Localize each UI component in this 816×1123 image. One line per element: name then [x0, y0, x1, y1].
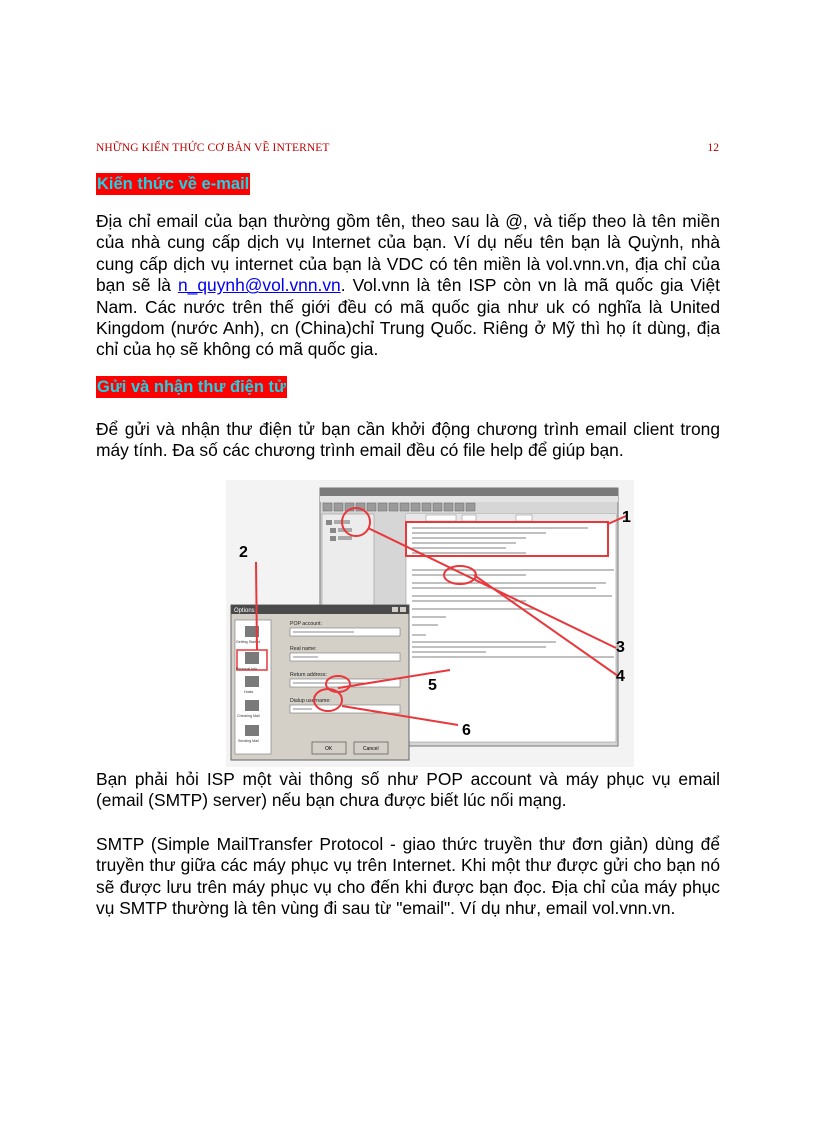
email-client-screenshot	[226, 480, 634, 767]
callout-4: 4	[616, 668, 625, 685]
label-pop-account: POP account:	[290, 621, 322, 627]
dialog-ok-button: OK	[325, 746, 333, 752]
category-sending-mail: Sending Mail	[238, 739, 259, 743]
callout-3: 3	[616, 639, 625, 656]
callout-5: 5	[428, 677, 437, 694]
dialog-cancel-button: Cancel	[363, 746, 379, 752]
dialog-title: Options	[234, 608, 255, 614]
category-personal-info: Personal Info	[236, 667, 258, 671]
page-number: 12	[707, 142, 719, 154]
callout-6: 6	[462, 722, 471, 739]
section-heading-email: Kiến thức về e-mail	[97, 175, 250, 193]
paragraph-text: . Vol.vnn là tên ISP còn vn là mã quốc gia Việt Nam. Các nước trên thế giới đều có mã quốc gia như uk có nghĩa là United Kingdom (nước Anh), cn (China)chỉ Trung Quốc. Riêng ở Mỹ thì họ ít dùng, địa chỉ của họ sẽ không có mã quốc gia.	[96, 275, 720, 360]
paragraph-email-address	[96, 211, 720, 361]
paragraph-text: Địa chỉ email của bạn thường gồm tên, theo sau là @, và tiếp theo là tên miền của nhà cung cấp dịch vụ Internet của bạn. Ví dụ nếu tên bạn là Quỳnh, nhà cung cấp dịch vụ internet của bạn là VDC có tên miền là vol.vnn.vn, địa chỉ của bạn sẽ là	[96, 211, 720, 296]
category-checking-mail: Checking Mail	[237, 714, 260, 718]
label-dialup-username: Dialup username:	[290, 698, 331, 704]
header-title: NHỮNG KIẾN THỨC CƠ BẢN VỀ INTERNET	[96, 142, 330, 154]
page-header	[96, 142, 721, 158]
email-link[interactable]: n_quynh@vol.vnn.vn	[178, 275, 341, 296]
category-getting-started: Getting Started	[236, 640, 261, 644]
paragraph-isp-parameters: Bạn phải hỏi ISP một vài thông số như POP account và máy phục vụ email (email (SMTP) server) nếu bạn chưa được biết lúc nối mạng.	[96, 769, 720, 811]
callout-1: 1	[622, 509, 631, 526]
paragraph-smtp: SMTP (Simple MailTransfer Protocol - giao thức truyền thư đơn giản) dùng để truyền thư giữa các máy phục vụ trên Internet. Khi một thư được gửi cho bạn nó sẽ được lưu trên máy phục vụ cho đến khi được bạn đọc. Địa chỉ của máy phục vụ SMTP thường là tên vùng đi sau từ "email". Ví dụ như, email vol.vnn.vn.	[96, 834, 720, 919]
paragraph-email-client: Để gửi và nhận thư điện tử bạn cần khởi động chương trình email client trong máy tính. Đa số các chương trình email đều có file help để giúp bạn.	[96, 419, 720, 461]
category-hosts: Hosts	[244, 690, 254, 694]
screenshot-illustration	[226, 480, 634, 767]
label-real-name: Real name:	[290, 646, 317, 652]
section-heading-send-receive: Gửi và nhận thư điện tử	[97, 378, 286, 396]
label-return-address: Return address:	[290, 672, 327, 678]
callout-2: 2	[239, 544, 248, 561]
